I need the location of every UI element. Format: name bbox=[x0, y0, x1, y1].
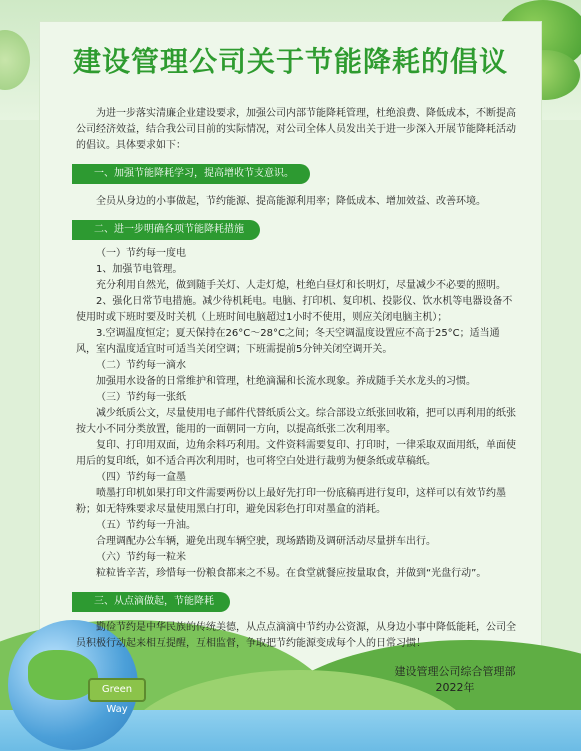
signature-year: 2022年 bbox=[435, 681, 475, 694]
intro-paragraph: 为进一步落实清廉企业建设要求，加强公司内部节能降耗管理，杜绝浪费、降低成本，不断提高公司经济效益，结合我公司目前的实际情况，对公司全体人员发出关于进一步深入开展节能降耗活动的倡议。具体要求如下： bbox=[76, 108, 516, 151]
section-text: 全员从身边的小事做起，节约能源、提高能源利用率；降低成本、增加效益、改善环境。 bbox=[96, 196, 486, 207]
item-text: 3.空调温度恒定；夏天保持在26°C～28°C之间；冬天空调温度设置应不高于25°C；适当通风，室内温度适宜时可适当关闭空调；下班需提前5分钟关闭空调开关。 bbox=[76, 328, 500, 355]
item-text: 充分利用自然光，做到随手关灯、人走灯熄，杜绝白昼灯和长明灯，尽量减少不必要的照明。 bbox=[96, 280, 506, 291]
subsection-title: （四）节约每一盒墨 bbox=[96, 472, 186, 483]
item-text: 合理调配办公车辆，避免出现车辆空驶，现场踏勘及调研活动尽量拼车出行。 bbox=[96, 536, 436, 547]
document-body bbox=[76, 100, 516, 652]
page-title: 建设管理公司关于节能降耗的倡议 bbox=[72, 45, 508, 78]
subsection-title: （一）节约每一度电 bbox=[96, 248, 186, 259]
subsection-title: （三）节约每一张纸 bbox=[96, 392, 186, 403]
section-heading: 一、加强节能降耗学习，提高增收节支意识。 bbox=[72, 164, 310, 184]
item-text: 2、强化日常节电措施。减少待机耗电。电脑、打印机、复印机、投影仪、饮水机等电器设备不使用时或下班时要及时关机（上班时间电脑超过1小时不使用，则应关闭电脑主机）； bbox=[76, 296, 513, 323]
item-title: 1、加强节电管理。 bbox=[96, 264, 183, 275]
signature-block bbox=[380, 664, 530, 696]
item-text: 粒粒皆辛苦，珍惜每一份粮食都来之不易。在食堂就餐应按量取食，并做到“光盘行动”。 bbox=[96, 568, 487, 579]
subsection-title: （二）节约每一滴水 bbox=[96, 360, 186, 371]
section-heading: 三、从点滴做起，节能降耗 bbox=[72, 592, 230, 612]
item-text: 喷墨打印机如果打印文件需要两份以上最好先打印一份底稿再进行复印，这样可以有效节约墨粉；如无特殊要求尽量使用黑白打印，避免因彩色打印对墨盒的消耗。 bbox=[76, 488, 506, 515]
item-text: 加强用水设备的日常维护和管理，杜绝滴漏和长流水现象。养成随手关水龙头的习惯。 bbox=[96, 376, 476, 387]
item-text: 复印、打印用双面，边角余料巧利用。文件资料需要复印、打印时，一律采取双面用纸，单面使用后的复印纸，如不适合再次利用时，也可将空白处进行裁剪为便条纸或草稿纸。 bbox=[76, 440, 516, 467]
subsection-title: （六）节约每一粒米 bbox=[96, 552, 186, 563]
item-text: 减少纸质公文，尽量使用电子邮件代替纸质公文。综合部设立纸张回收箱，把可以再利用的纸张按大小不同分类放置，能用的一面朝同一方向，以提高纸张二次利用率。 bbox=[76, 408, 516, 435]
section-text: 勤俭节约是中华民族的传统美德，从点点滴滴中节约办公资源，从身边小事中降低能耗，公司全员积极行动起来相互提醒，互相监督，争取把节约能源变成每个人的日常习惯！ bbox=[76, 622, 516, 649]
subsection-title: （五）节约每一升油。 bbox=[96, 520, 196, 531]
green-sign-icon: Green Way bbox=[88, 678, 146, 702]
section-heading: 二、进一步明确各项节能降耗措施 bbox=[72, 220, 260, 240]
signature-org: 建设管理公司综合管理部 bbox=[394, 665, 516, 678]
